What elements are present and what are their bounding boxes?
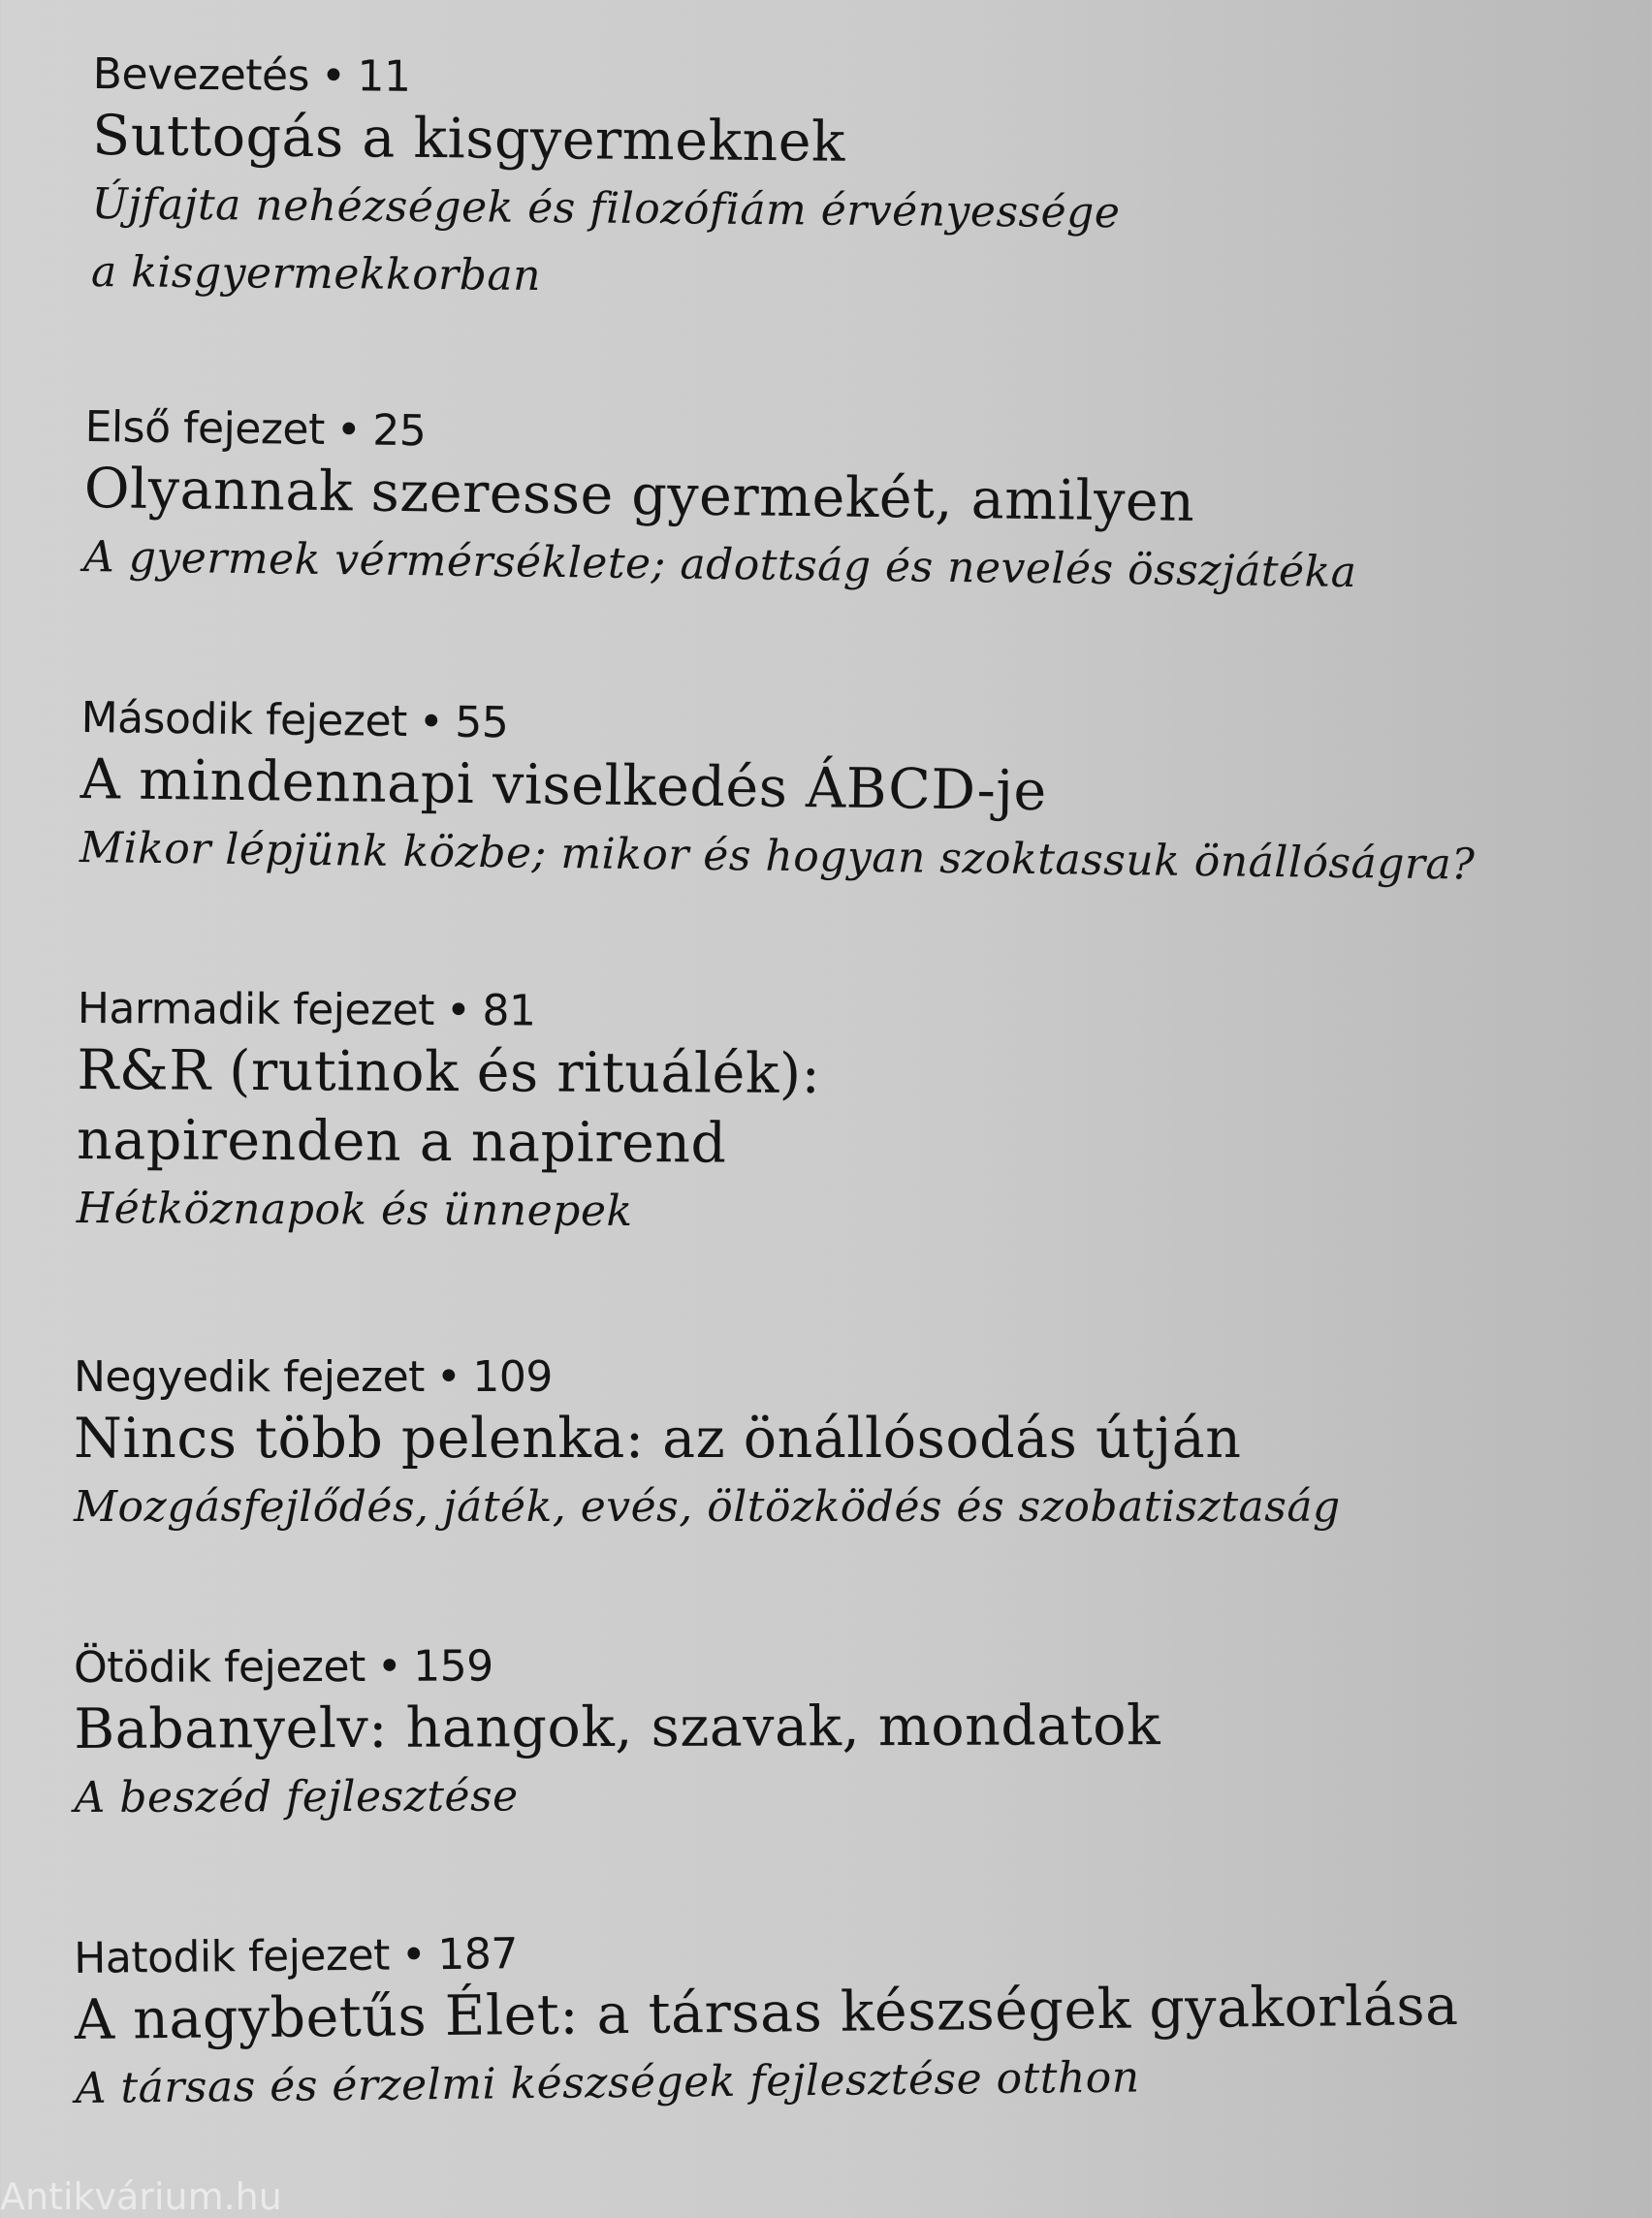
entry-title: Suttogás a kisgyermeknek [91, 103, 846, 174]
toc-entry-introduction [91, 48, 1644, 320]
entry-label: Negyedik fejezet • 109 [74, 1352, 553, 1402]
entry-subtitle: Újfajta nehézségek és filozófiám érvényessége [91, 178, 1121, 238]
page-number: 81 [482, 986, 536, 1036]
page-number: 187 [437, 1929, 519, 1980]
page-number: 25 [371, 405, 427, 457]
entry-title: R&R (rutinok és rituálék): [77, 1037, 821, 1107]
page-number: 11 [357, 51, 411, 102]
entry-label: Ötödik fejezet • 159 [74, 1641, 493, 1693]
watermark: Antikvárium.hu [0, 2175, 282, 2218]
entry-label: Hatodik fejezet • 187 [74, 1929, 519, 1983]
entry-label: Második fejezet • 55 [80, 692, 509, 748]
entry-subtitle: A társas és érzelmi készségek fejlesztése otthon [75, 2052, 1140, 2113]
entry-title: Olyannak szeresse gyermekét, amilyen [83, 456, 1195, 534]
toc-entry-chapter-2 [79, 692, 1633, 902]
toc-entry-chapter-1 [83, 401, 1636, 611]
entry-label: Bevezetés • 11 [92, 48, 411, 102]
entry-label: Első fejezet • 25 [84, 401, 427, 457]
entry-subtitle: Hétköznapok és ünnepek [76, 1183, 633, 1237]
entry-subtitle: Mozgásfejlődés, játék, evés, öltözködés és szobatisztaság [74, 1482, 1341, 1532]
entry-title: Nincs több pelenka: az önállósodás útján [74, 1407, 1242, 1471]
entry-subtitle: A beszéd fejlesztése [74, 1771, 519, 1822]
toc-entry-chapter-6 [74, 1917, 1627, 2123]
page-number: 55 [454, 697, 509, 748]
entry-title: A mindennapi viselkedés ÁBCD-je [79, 746, 1048, 824]
page-number: 159 [413, 1641, 493, 1692]
entry-title: A nagybetűs Élet: a társas készségek gyakorlása [74, 1974, 1459, 2052]
entry-label: Harmadik fejezet • 81 [77, 984, 536, 1036]
entry-title: napirenden a napirend [76, 1107, 727, 1176]
entry-subtitle: Mikor lépjünk közbe; mikor és hogyan szoktassuk önállóságra? [79, 822, 1476, 890]
toc-entry-chapter-3 [77, 983, 1629, 1251]
entry-subtitle: A gyermek vérmérséklete; adottság és nevelés összjátéka [82, 531, 1357, 598]
toc-entry-chapter-5 [74, 1636, 1626, 1832]
page-number: 109 [472, 1352, 553, 1402]
entry-subtitle: a kisgyermekkorban [90, 246, 542, 301]
entry-title: Babanyelv: hangok, szavak, mondatok [74, 1694, 1161, 1761]
toc-entry-chapter-4 [74, 1351, 1625, 1541]
